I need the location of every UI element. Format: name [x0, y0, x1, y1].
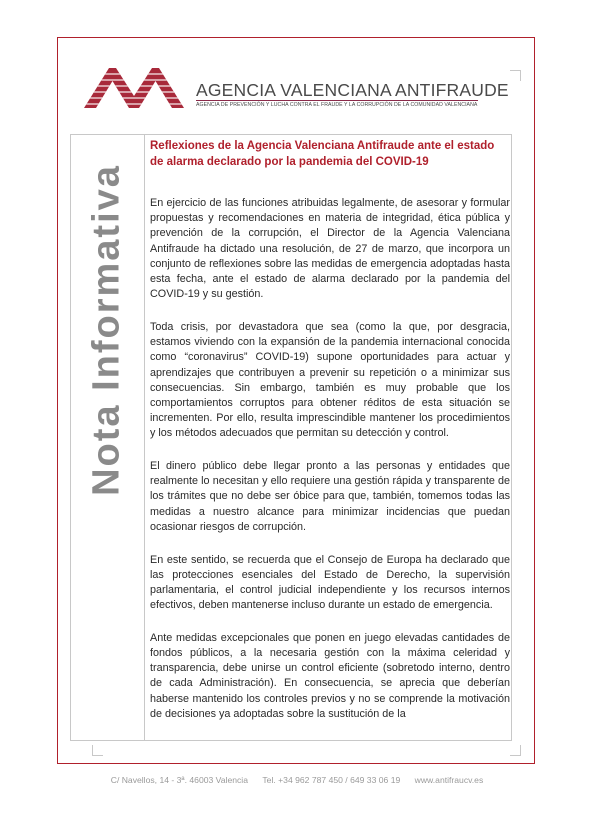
footer-address: C/ Navellos, 14 - 3ª. 46003 Valencia	[110, 775, 248, 785]
paragraph: El dinero público debe llegar pronto a las personas y entidades que realmente lo necesitan y ello requiere una gestión rápida y transparente de los trámites que no debe ser óbice para que, también, tomemos todas las medidas a nuestro alcance para minimizar incidencias que puedan ocasionar riesgos de corrupción.	[150, 460, 510, 533]
header-divider	[196, 100, 478, 101]
corner-mark	[510, 70, 521, 81]
paragraph: En ejercicio de las funciones atribuidas legalmente, de asesorar y formular propuestas y recomendaciones en materia de integridad, ética pública y prevención de la corrupción, el Director de la Agencia Valenciana Antifraude ha dictado una resolución, de 27 de marzo, que incorpora un conjunto de reflexiones sobre las medidas de emergencia adoptadas hasta esta fecha, ante el estado de alarma declarado por la pandemia del COVID-19 y su gestión.	[150, 197, 510, 301]
footer	[0, 775, 594, 785]
sidebar-divider	[144, 134, 145, 741]
paragraph: Ante medidas excepcionales que ponen en juego elevadas cantidades de fondos públicos, a la necesaria gestión con la máxima celeridad y transparencia, debe unirse un control eficiente (sobretodo interno, dentro de cada Administración). En consecuencia, se aprecia que deberían haberse mantenido los controles previos y no se comprende la motivación de decisiones ya adoptadas sobre la sustitución de la	[150, 631, 510, 720]
document-title: Reflexiones de la Agencia Valenciana Antifraude ante el estado de alarma declarado por la pandemia del COVID-19	[150, 140, 495, 168]
footer-website[interactable]: www.antifraucv.es	[414, 775, 484, 785]
sidebar-label: Nota Informativa	[85, 164, 128, 496]
footer-phone: Tel. +34 962 787 450 / 649 33 06 19	[262, 775, 401, 785]
corner-mark	[92, 745, 103, 756]
paragraph: En este sentido, se recuerda que el Consejo de Europa ha declarado que las protecciones esenciales del Estado de Derecho, la supervisión parlamentaria, el control judicial independiente y los recursos internos efectivos, deben mantenerse incluso durante un estado de emergencia.	[150, 553, 510, 612]
agency-subtitle: AGENCIA DE PREVENCIÓN Y LUCHA CONTRA EL FRAUDE Y LA CORRUPCIÓN DE LA COMUNIDAD VALENCIANA	[196, 102, 478, 108]
corner-mark	[510, 745, 521, 756]
paragraph: Toda crisis, por devastadora que sea (como la que, por desgracia, estamos viviendo con la expansión de la pandemia internacional conocida como “coronavirus” COVID-19) supone oportunidades para actuar y aprendizajes que contribuyen a prevenir su repetición o a minimizar sus consecuencias. Sin embargo, también es muy probable que los comportamientos corruptos para obtener réditos de esta situación se incrementen. Por ello, resulta imprescindible mantener los procedimientos y los métodos adecuados que permitan su detección y control.	[150, 320, 510, 440]
avaf-logo-icon	[82, 66, 192, 108]
agency-name: AGENCIA VALENCIANA ANTIFRAUDE	[196, 80, 509, 100]
document-body	[150, 196, 510, 737]
